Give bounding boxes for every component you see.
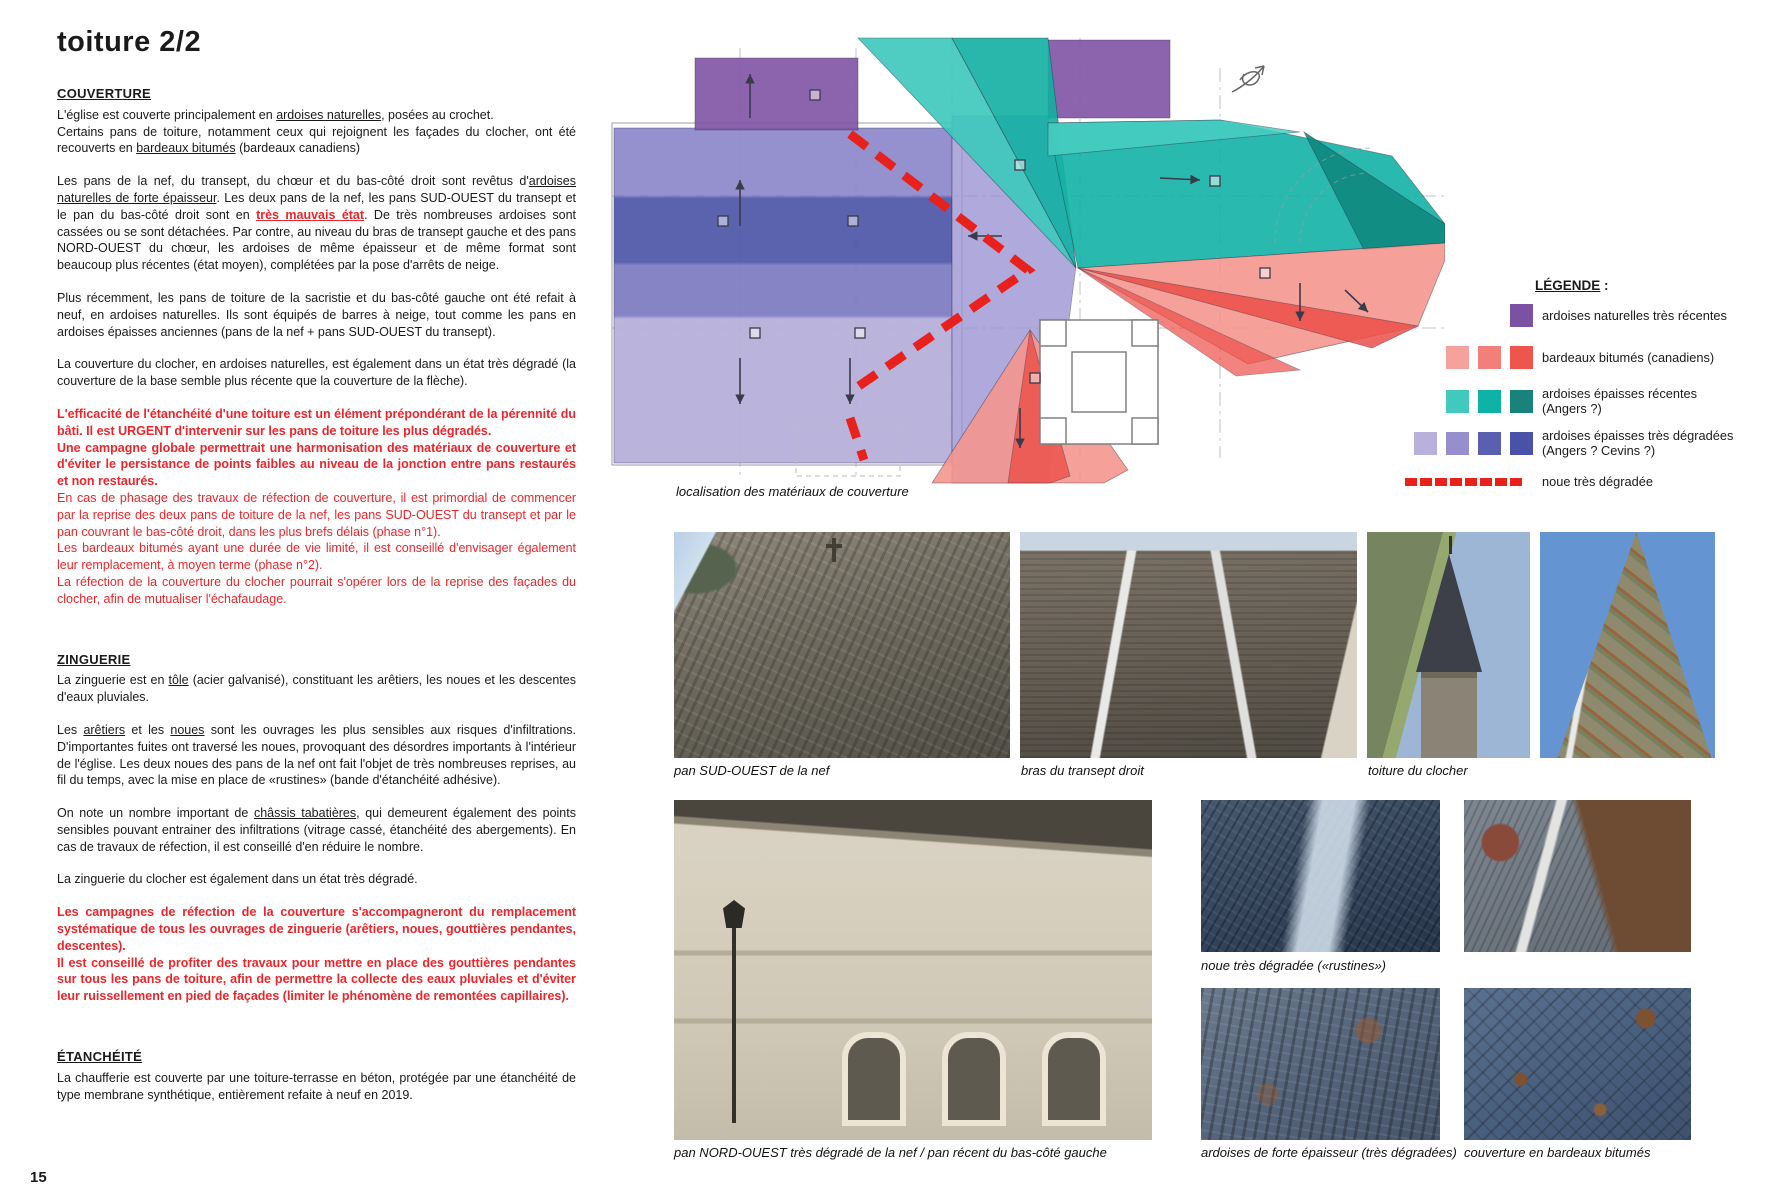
text-segment: ardoises naturelles de forte épaisseur (57, 174, 576, 205)
section-heading: ÉTANCHÉITÉ (57, 1049, 143, 1065)
photo-toiture-clocher (1367, 532, 1530, 758)
legend-dash-swatch (1405, 478, 1533, 486)
tower-body (1421, 672, 1477, 758)
text-segment: La couverture du clocher, en ardoises naturelles, est également dans un état très dégradé (la couverture de la base semble plus récente que la couverture de la flèche). (57, 357, 576, 389)
paragraph (57, 805, 576, 855)
text-segment: Les pans de la nef, du transept, du chœur et du bas-côté droit sont revêtus d' (57, 174, 529, 189)
street-lamp (732, 928, 736, 1123)
spire-cross-icon (1449, 536, 1452, 554)
caption-noue-degradee: noue très dégradée («rustines») (1201, 958, 1387, 973)
stone-cross-icon (832, 538, 836, 562)
color-swatch (1510, 390, 1533, 413)
section-heading: COUVERTURE (57, 86, 152, 101)
text-segment: . De très nombreuses ardoises sont cassées ou se sont détachées. Par contre, au niveau du bras de transept gauche et des pans NORD-OUEST du chœur, les ardoises de même épaisseur et de même format sont beaucoup plus récentes (état moyen), complétées par la pose d'arrêts de neige. (57, 207, 576, 273)
caption-toiture-clocher: toiture du clocher (1368, 763, 1468, 778)
roof-plan-svg (600, 28, 1445, 488)
color-swatch (1510, 304, 1533, 327)
color-swatch (1446, 346, 1469, 369)
text-segment: et les (125, 722, 171, 737)
arched-window (942, 1032, 1006, 1126)
legend-color-swatches (1405, 346, 1533, 369)
dash-segment (1450, 478, 1462, 486)
text-segment: châssis tabatières (253, 806, 357, 821)
text-segment: Certains pans de toiture, notamment ceux qui rejoignent les façades du clocher, ont été recouverts en (57, 124, 576, 156)
photo-bras-transept-droit (1020, 532, 1357, 758)
color-swatch (1478, 346, 1501, 369)
roof-plan-drawing (600, 28, 1445, 488)
color-swatch (1510, 432, 1533, 455)
text-segment: (bardeaux canadiens) (235, 141, 360, 156)
plan-caption: localisation des matériaux de couverture (676, 484, 909, 499)
caption-pan-nord-ouest: pan NORD-OUEST très dégradé de la nef / pan récent du bas-côté gauche (674, 1145, 1107, 1160)
paragraph (57, 290, 576, 340)
text-segment: Une campagne globale permettrait une harmonisation des matériaux de couverture et d'éviter le persistance de points faibles au niveau de la jonction entre pans restaurés et non restaurés. (57, 440, 576, 489)
caption-ardoises-epaisseur: ardoises de forte épaisseur (très dégradées) (1201, 1145, 1457, 1160)
text-segment: Plus récemment, les pans de toiture de la sacristie et du bas-côté gauche ont été refait à neuf, en ardoises naturelles. Ils sont équipés de barres à neige, tout comme les pans en ardoises épaisses anciennes (pans de la nef + pans SUD-OUEST du transept). (57, 290, 576, 339)
dash-segment (1405, 478, 1417, 486)
text-segment: noues (170, 722, 205, 737)
text-segment: La zinguerie est en (57, 673, 169, 688)
paragraph (57, 871, 576, 888)
paragraph (57, 672, 576, 706)
photo-pan-nord-ouest-nef (674, 800, 1152, 1140)
north-arrow-icon (1232, 66, 1264, 92)
pan-ardoises-recentes-gauche (695, 58, 858, 130)
legend-label: noue très dégradée (1542, 474, 1653, 489)
text-segment: En cas de phasage des travaux de réfection de couverture, il est primordial de commencer par la reprise des deux pans de toiture de la nef, les pans SUD-OUEST du transept et par le pan couvrant le bas-côté droit, dans les plus brefs délais (phase n°1). (57, 490, 576, 539)
paragraph (57, 406, 576, 440)
section-heading: ZINGUERIE (57, 651, 131, 667)
photo-fleche-ardoises (1540, 532, 1715, 758)
legend-item (1405, 346, 1714, 369)
legend-color-swatches (1405, 304, 1533, 327)
text-segment: , qui demeurent également des points sensibles pouvant entrainer des infiltrations (vitrage cassé, étanchéité des abergements). En cas de travaux de réfection, il est conseillé d'en réduire le nombre. (57, 806, 576, 854)
report-text-column (57, 86, 576, 1103)
legend-title: LÉGENDE : (1535, 278, 1609, 293)
legend-color-swatches (1405, 432, 1533, 455)
text-segment: tôle (168, 673, 189, 688)
arched-window (1042, 1032, 1106, 1126)
legend-color-swatches (1405, 390, 1533, 413)
spire-silhouette (1416, 554, 1482, 672)
legend-label: bardeaux bitumés (canadiens) (1542, 350, 1715, 365)
text-segment: ardoises naturelles (276, 107, 382, 122)
color-swatch (1414, 432, 1437, 455)
spire-closeup (1540, 532, 1715, 758)
caption-bras-transept: bras du transept droit (1021, 763, 1144, 778)
legend-item (1405, 428, 1733, 458)
text-segment: Il est conseillé de profiter des travaux pour mettre en place des gouttières pendantes sur tous les pans de toiture, afin de permettre la collecte des eaux pluviales et d'éviter leur ruissellement en pied de façades (limiter le phénomène de remontées capillaires). (57, 955, 576, 1004)
text-segment: La zinguerie du clocher est également dans un état très dégradé. (57, 872, 418, 887)
legend-label: ardoises épaisses très dégradées (Angers ? Cevins ?) (1542, 428, 1734, 458)
photo-pan-sud-ouest-nef (674, 532, 1010, 758)
pan-ardoises-recentes-droit (1048, 40, 1170, 118)
color-swatch (1446, 390, 1469, 413)
dash-segment (1495, 478, 1507, 486)
text-segment: . Les deux pans de la nef, les pans SUD-OUEST du transept et le pan du bas-côté droit sont en (57, 190, 577, 222)
paragraph (57, 173, 576, 274)
paragraph (57, 440, 576, 490)
paragraph (57, 955, 576, 1005)
paragraph (57, 1070, 576, 1104)
dash-segment (1480, 478, 1492, 486)
paragraph (57, 722, 576, 789)
arched-window (842, 1032, 906, 1126)
paragraph (57, 904, 576, 954)
caption-pan-sud-ouest: pan SUD-OUEST de la nef (674, 763, 830, 778)
legend-item (1405, 304, 1727, 327)
text-segment: La chaufferie est couverte par une toiture-terrasse en béton, protégée par une étanchéité de type membrane synthétique, entièrement refaite à neuf en 2019. (57, 1070, 576, 1102)
text-segment: (acier galvanisé), constituant les arêtiers, les noues et les descentes d'eaux pluviales. (57, 673, 576, 705)
cloister-plan (1040, 320, 1158, 444)
photo-bardeaux-bitumes (1464, 988, 1691, 1140)
color-swatch (1478, 432, 1501, 455)
paragraph (57, 356, 576, 390)
paragraph (57, 124, 576, 158)
dash-segment (1510, 478, 1522, 486)
text-segment: Les (57, 722, 84, 737)
text-segment: arêtiers (83, 722, 126, 737)
dash-segment (1435, 478, 1447, 486)
legend-item (1405, 386, 1697, 416)
text-segment: , posées au crochet. (381, 107, 494, 122)
text-segment: L'efficacité de l'étanchéité d'une toiture est un élément prépondérant de la pérennité du bâti. Il est URGENT d'intervenir sur les pans de toiture les plus dégradés. (57, 406, 576, 438)
paragraph (57, 490, 576, 540)
paragraph (57, 540, 576, 574)
page-number: 15 (30, 1169, 47, 1186)
caption-couverture-bardeaux: couverture en bardeaux bitumés (1464, 1145, 1651, 1160)
color-swatch (1478, 390, 1501, 413)
text-segment: bardeaux bitumés (136, 141, 236, 156)
text-segment: On note un nombre important de (57, 806, 254, 821)
text-segment: Les campagnes de réfection de la couverture s'accompagneront du remplacement systématique de tous les ouvrages de zinguerie (arêtiers, noues, gouttières pendantes, descentes). (57, 905, 576, 953)
dash-segment (1465, 478, 1477, 486)
paragraph (57, 574, 576, 608)
dash-segment (1420, 478, 1432, 486)
pan-nave (614, 128, 952, 463)
photo-noue-degradee (1201, 800, 1440, 952)
text-segment: La réfection de la couverture du clocher pourrait s'opérer lors de la reprise des façades du clocher, afin de mutualiser l'échafaudage. (57, 574, 576, 606)
legend-item (1405, 474, 1653, 489)
text-segment: très mauvais état (256, 207, 365, 222)
text-segment: sont les ouvrages les plus sensibles aux risques d'infiltrations. D'importantes fuites ont traversé les noues, provoquant des désordres importants à l'intérieur de l'église. Les deux noues des pans de la nef ont fait l'objet de très nombreuses reprises, au fil du temps, avec la mise en place de «rustines» (bande d'étanchéité adhésive). (57, 722, 576, 788)
photo-ardoises-forte-epaisseur (1201, 988, 1440, 1140)
legend-label: ardoises épaisses récentes (Angers ?) (1542, 386, 1698, 416)
photo-toiture-vue-haute (1464, 800, 1691, 952)
color-swatch (1446, 432, 1469, 455)
legend-label: ardoises naturelles très récentes (1542, 308, 1727, 323)
text-segment: L'église est couverte principalement en (57, 107, 277, 122)
color-swatch (1510, 346, 1533, 369)
paragraph (57, 107, 576, 124)
text-segment: Les bardeaux bitumés ayant une durée de vie limité, il est conseillé d'envisager également leur remplacement, à moyen terme (phase n°2). (57, 541, 576, 573)
page-title: toiture 2/2 (57, 26, 202, 58)
